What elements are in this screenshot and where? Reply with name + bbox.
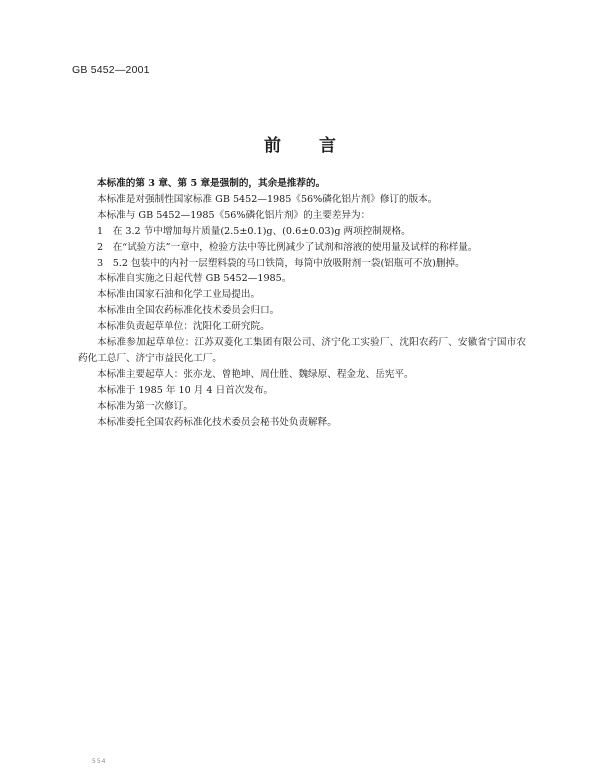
paragraph-mandatory-chapters: 本标准的第 3 章、第 5 章是强制的，其余是推荐的。 (97, 178, 326, 189)
paragraph-interpretation: 本标准委托全国农药标准化技术委员会秘书处负责解释。 (97, 416, 337, 428)
difference-item-3: 3 5.2 包装中的内衬一层塑料袋的马口铁筒，每筒中放吸附剂一袋(铝瓶可不放)删掉。 (97, 257, 465, 269)
foreword-body (78, 176, 526, 431)
section-title: 前言 (264, 136, 374, 156)
paragraph-differences-intro: 本标准与 GB 5452—1985《56%磷化铝片剂》的主要差异为： (97, 209, 371, 221)
paragraph-centralized-by: 本标准由全国农药标准化技术委员会归口。 (97, 305, 280, 317)
paragraph-lead-drafter: 本标准负责起草单位：沈阳化工研究院。 (97, 321, 270, 333)
difference-item-1: 1 在 3.2 节中增加每片质量(2.5±0.1)g、(0.6±0.03)g 两项控制规格。 (97, 225, 411, 237)
paragraph-revision-of: 本标准是对强制性国家标准 GB 5452—1985《56%磷化铝片剂》修订的版本。 (97, 193, 438, 205)
paragraph-first-issued: 本标准于 1985 年 10 月 4 日首次发布。 (97, 384, 274, 396)
paragraph-proposed-by: 本标准由国家石油和化学工业局提出。 (97, 289, 261, 301)
page-mark: 554 (92, 758, 107, 765)
paragraph-participating-drafters: 本标准参加起草单位：江苏双菱化工集团有限公司、济宁化工实验厂、沈阳农药厂、安徽省宁国市农药化工总厂、济宁市益民化工厂。 (78, 337, 526, 364)
paragraph-revision-count: 本标准为第一次修订。 (97, 400, 193, 412)
standard-number: GB 5452—2001 (72, 64, 150, 76)
difference-item-2: 2 在“试验方法”一章中，检验方法中等比例减少了试剂和溶液的使用量及试样的称样量。 (97, 241, 478, 253)
paragraph-main-drafters: 本标准主要起草人：张亦龙、曾艳坤、周仕胜、魏绿原、程金龙、岳宪平。 (97, 368, 414, 380)
paragraph-replaces: 本标准自实施之日起代替 GB 5452—1985。 (97, 273, 292, 285)
